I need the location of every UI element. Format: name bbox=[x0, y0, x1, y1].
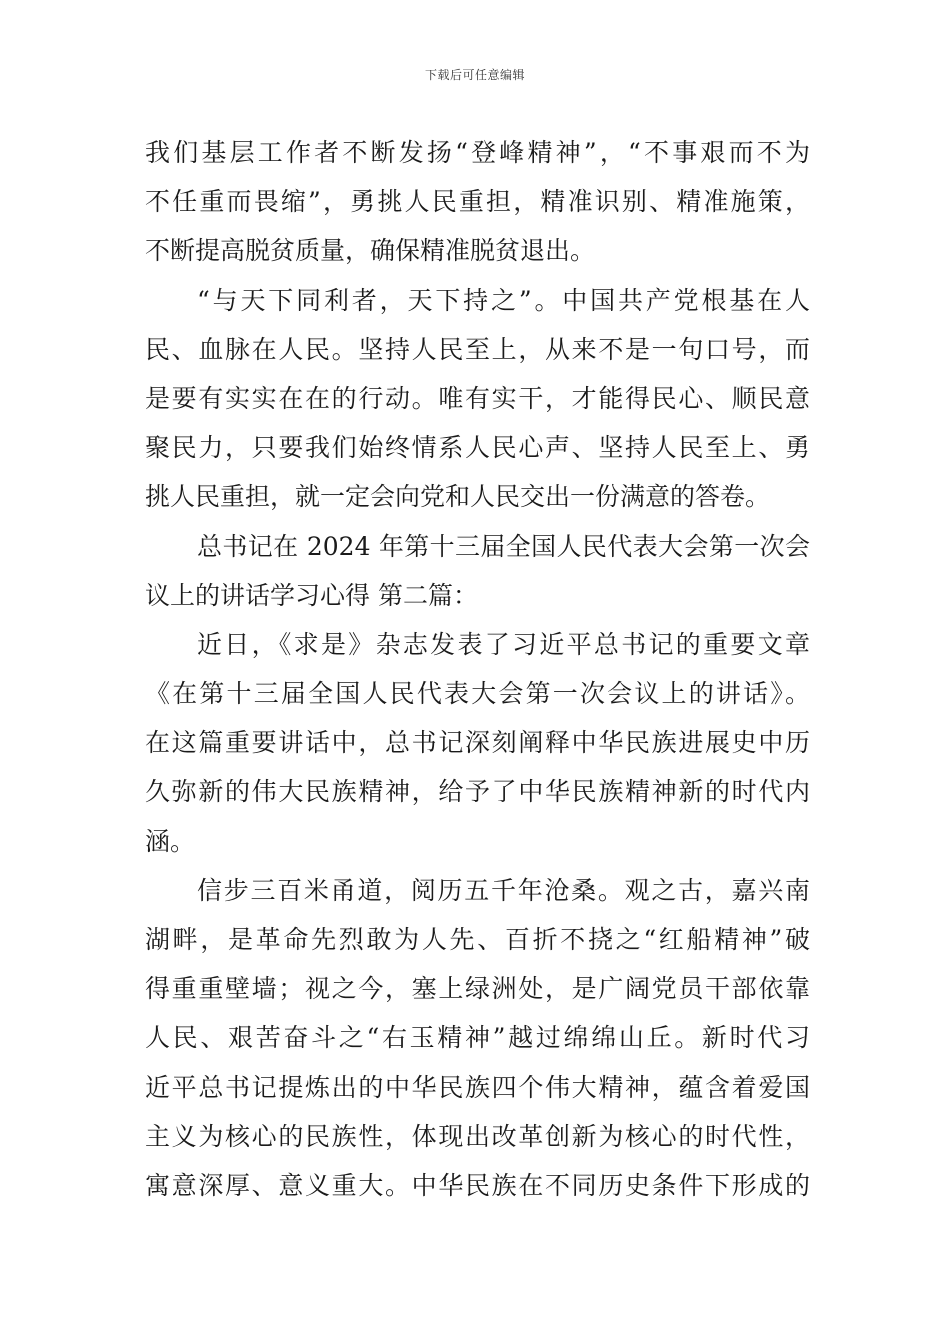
text-line: 湖畔，是革命先烈敢为人先、百折不挠之“红船精神”破 bbox=[145, 925, 810, 954]
paragraph bbox=[145, 620, 810, 866]
text-line: 《在第十三届全国人民代表大会第一次会议上的讲话》。 bbox=[145, 679, 810, 709]
text-line: 挑人民重担，就一定会向党和人民交出一份满意的答卷。 bbox=[145, 482, 771, 512]
text-line: 涵。 bbox=[145, 826, 196, 856]
text-line: 久弥新的伟大民族精神，给予了中华民族精神新的时代内 bbox=[145, 777, 810, 807]
text-line: 近平总书记提炼出的中华民族四个伟大精神，蕴含着爱国 bbox=[145, 1072, 810, 1102]
text-line: 议上的讲话学习心得 第二篇： bbox=[145, 580, 478, 610]
text-line: 不任重而畏缩”，勇挑人民重担，精准识别、精准施策， bbox=[145, 187, 810, 217]
text-line: “与天下同利者，天下持之”。中国共产党根基在人 bbox=[197, 285, 810, 315]
text-line: 信步三百米甬道，阅历五千年沧桑。观之古，嘉兴南 bbox=[197, 875, 810, 905]
text-line: 在这篇重要讲话中，总书记深刻阐释中华民族进展史中历 bbox=[145, 728, 810, 758]
text-line: 是要有实实在在的行动。唯有实干，才能得民心、顺民意 bbox=[145, 383, 810, 413]
text-line: 我们基层工作者不断发扬“登峰精神”，“不事艰而不为 bbox=[145, 138, 810, 167]
text-line: 民、血脉在人民。坚持人民至上，从来不是一句口号，而 bbox=[145, 334, 810, 364]
text-line: 得重重壁墙；视之今，塞上绿洲处，是广阔党员干部依靠 bbox=[145, 974, 810, 1004]
text-line: 近日，《求是》杂志发表了习近平总书记的重要文章 bbox=[197, 629, 810, 659]
text-line: 寓意深厚、意义重大。中华民族在不同历史条件下形成的 bbox=[145, 1170, 810, 1200]
text-line: 主义为核心的民族性，体现出改革创新为核心的时代性， bbox=[145, 1121, 810, 1151]
text-line: 人民、艰苦奋斗之“右玉精神”越过绵绵山丘。新时代习 bbox=[145, 1023, 810, 1053]
text-line: 总书记在 2024 年第十三届全国人民代表大会第一次会 bbox=[197, 531, 810, 561]
paragraph bbox=[145, 866, 810, 1210]
text-line: 聚民力，只要我们始终情系人民心声、坚持人民至上、勇 bbox=[145, 433, 810, 463]
document-body bbox=[145, 128, 810, 1210]
paragraph bbox=[145, 276, 810, 522]
paragraph bbox=[145, 522, 810, 620]
text-line: 不断提高脱贫质量，确保精准脱贫退出。 bbox=[145, 236, 596, 266]
paragraph bbox=[145, 128, 810, 276]
page-header: 下载后可任意编辑 bbox=[424, 68, 525, 82]
